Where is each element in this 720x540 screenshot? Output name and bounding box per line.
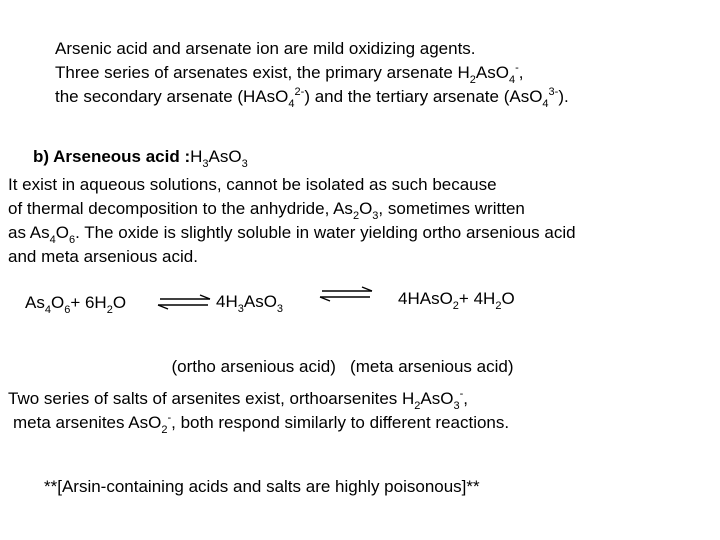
equation-labels: (ortho arsenious acid) (meta arsenious acid) (171, 357, 514, 376)
equilibrium-arrow-icon (156, 294, 212, 310)
equation-product-2: 4HAsO$_2$+ $4H_2O$ (398, 289, 515, 312)
warning-note: **[Arsin-containing acids and salts are highly poisonous]** (44, 477, 480, 496)
section-heading: b) Arseneous acid $:H_3AsO_3$ (33, 147, 248, 170)
equation-reactant: $As_4O_6+ 6H_2O$ (25, 293, 127, 316)
paragraph-line-2: of thermal decomposition to the anhydride, $As_2O_3$, sometimes written (8, 199, 525, 222)
equation-product-1: $4H_3AsO_3$ (216, 292, 284, 315)
salts-line-2: meta arsenites AsO$_2$-, both respond similarly to different reactions. (13, 412, 510, 436)
paragraph-line-1: It exist in aqueous solutions, cannot be isolated as such because (8, 175, 497, 194)
intro-line-2: Three series of arsenates exist, the primary arsenate $H_2AsO_4^-$, (55, 62, 524, 86)
intro-line-3: the secondary arsenate (HAsO$_4^{2-}$) and the tertiary arsenate (AsO$_4^{3-}$). (55, 86, 569, 110)
equilibrium-arrow-icon (318, 286, 374, 302)
intro-line-1: Arsenic acid and arsenate ion are mild oxidizing agents. (55, 39, 476, 58)
salts-line-1: Two series of salts of arsenites exist, orthoarsenites $H_2AsO_3^-$, (8, 388, 469, 412)
paragraph-line-3: as $As_4O_6$. The oxide is slightly soluble in water yielding ortho arsenious acid (8, 223, 576, 246)
paragraph-line-4: and meta arsenious acid. (8, 247, 198, 266)
